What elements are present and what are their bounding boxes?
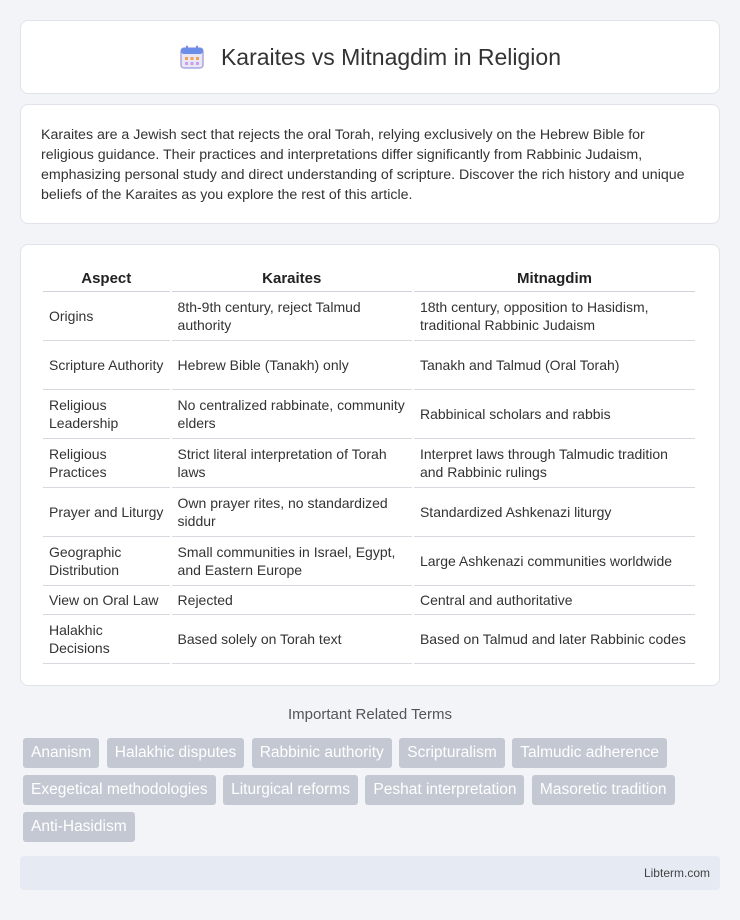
table-cell-mitnagdim: Based on Talmud and later Rabbinic codes <box>414 615 695 664</box>
intro-text: Karaites are a Jewish sect that rejects the oral Torah, relying exclusively on the Hebrew Bible for religious guidance. Their practices and interpretations differ significantly from Rabbinic Judaism, emphasizing personal study and direct understanding of scripture. Discover the rich history and unique beliefs of the Karaites as you explore the rest of this article. <box>41 127 685 203</box>
table-cell-aspect: Religious Practices <box>43 439 170 488</box>
footer-site-link[interactable]: Libterm.com <box>643 866 710 880</box>
table-cell-karaites: No centralized rabbinate, community elders <box>172 390 412 439</box>
table-cell-karaites: Based solely on Torah text <box>172 615 412 664</box>
related-tag[interactable]: Anti-Hasidism <box>23 812 135 842</box>
related-tag[interactable]: Masoretic tradition <box>532 775 675 805</box>
calendar-icon <box>179 44 205 70</box>
related-terms-title: Important Related Terms <box>288 706 452 723</box>
related-tag[interactable]: Ananism <box>23 738 99 768</box>
table-cell-aspect: View on Oral Law <box>43 586 170 615</box>
table-cell-aspect: Geographic Distribution <box>43 537 170 586</box>
intro-card <box>20 104 720 224</box>
table-cell-mitnagdim: Rabbinical scholars and rabbis <box>414 390 695 439</box>
table-header-row <box>43 265 695 292</box>
comparison-table-card <box>20 244 720 686</box>
table-row <box>43 537 695 586</box>
table-cell-mitnagdim: 18th century, opposition to Hasidism, traditional Rabbinic Judaism <box>414 292 695 341</box>
table-cell-mitnagdim: Interpret laws through Talmudic tradition and Rabbinic rulings <box>414 439 695 488</box>
table-cell-karaites: Rejected <box>172 586 412 615</box>
table-cell-mitnagdim: Tanakh and Talmud (Oral Torah) <box>414 341 695 390</box>
page-title: Karaites vs Mitnagdim in Religion <box>220 43 562 70</box>
related-tag[interactable]: Liturgical reforms <box>223 775 358 805</box>
table-row <box>43 615 695 664</box>
table-cell-karaites: Own prayer rites, no standardized siddur <box>172 488 412 537</box>
table-cell-mitnagdim: Large Ashkenazi communities worldwide <box>414 537 695 586</box>
related-tag[interactable]: Talmudic adherence <box>512 738 667 768</box>
related-tag[interactable]: Rabbinic authority <box>252 738 392 768</box>
column-header-aspect: Aspect <box>43 265 170 292</box>
table-cell-aspect: Religious Leadership <box>43 390 170 439</box>
table-row <box>43 341 695 390</box>
related-tag[interactable]: Halakhic disputes <box>107 738 244 768</box>
table-cell-aspect: Scripture Authority <box>43 341 170 390</box>
column-header-mitnagdim: Mitnagdim <box>414 265 695 292</box>
table-cell-karaites: Strict literal interpretation of Torah laws <box>172 439 412 488</box>
related-terms-tags <box>23 738 719 849</box>
footer <box>20 856 720 890</box>
column-header-karaites: Karaites <box>172 265 412 292</box>
table-row <box>43 586 695 615</box>
table-cell-aspect: Prayer and Liturgy <box>43 488 170 537</box>
table-row <box>43 439 695 488</box>
table-cell-aspect: Origins <box>43 292 170 341</box>
table-cell-mitnagdim: Standardized Ashkenazi liturgy <box>414 488 695 537</box>
related-tag[interactable]: Peshat interpretation <box>365 775 524 805</box>
related-tag[interactable]: Exegetical methodologies <box>23 775 216 805</box>
table-row <box>43 488 695 537</box>
table-cell-mitnagdim: Central and authoritative <box>414 586 695 615</box>
table-cell-karaites: Small communities in Israel, Egypt, and Eastern Europe <box>172 537 412 586</box>
comparison-table <box>41 265 697 664</box>
title-card <box>20 20 720 94</box>
table-row <box>43 292 695 341</box>
table-cell-karaites: Hebrew Bible (Tanakh) only <box>172 341 412 390</box>
table-row <box>43 390 695 439</box>
table-cell-aspect: Halakhic Decisions <box>43 615 170 664</box>
table-cell-karaites: 8th-9th century, reject Talmud authority <box>172 292 412 341</box>
related-tag[interactable]: Scripturalism <box>399 738 505 768</box>
